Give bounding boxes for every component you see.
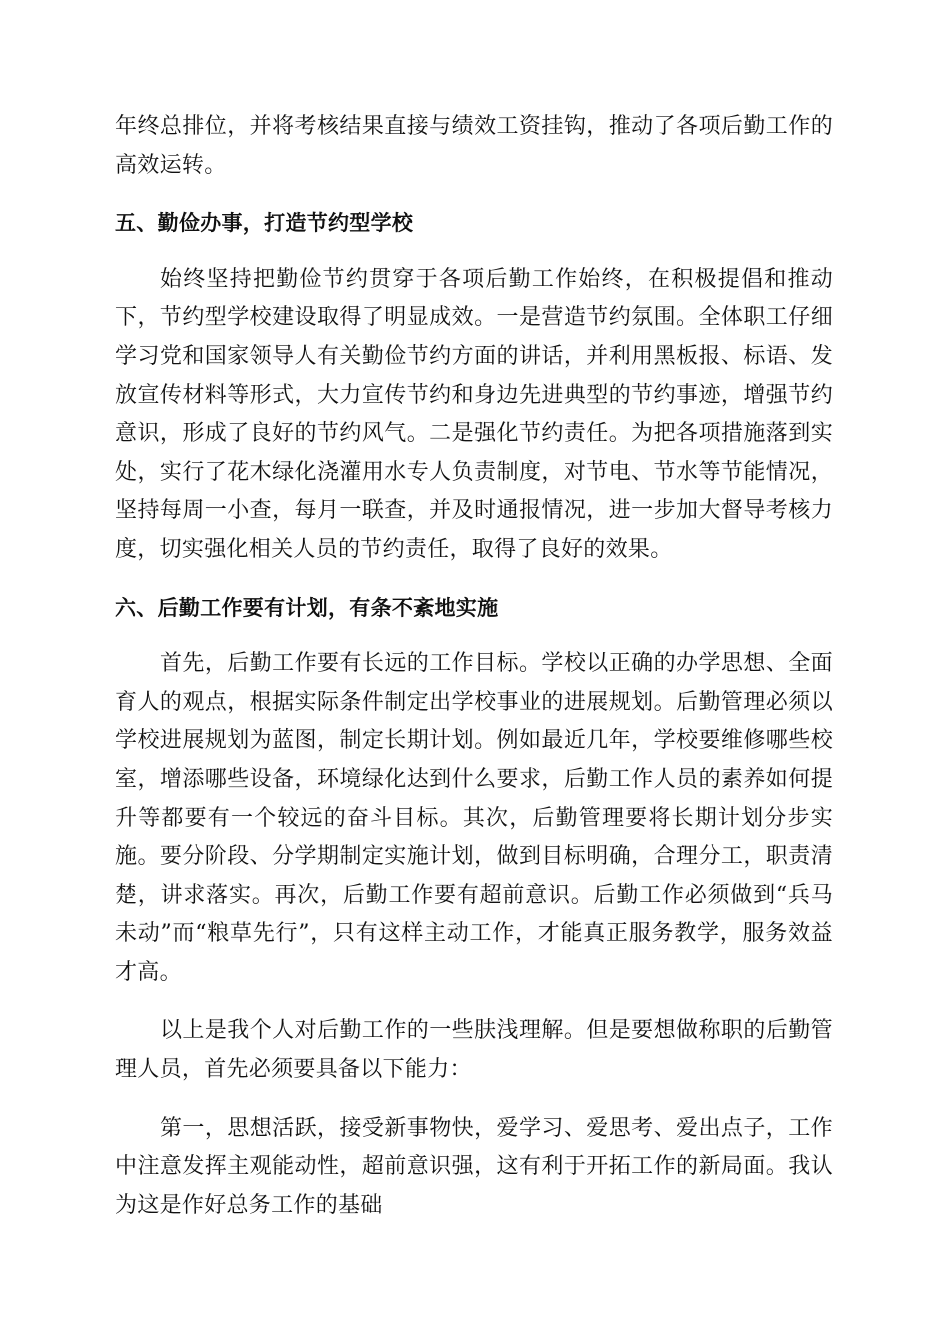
paragraph-section-6: 首先，后勤工作要有长远的工作目标。学校以正确的办学思想、全面育人的观点，根据实际条件制定出学校事业的进展规划。后勤管理必须以学校进展规划为蓝图，制定长期计划。例如最近几年，学校要维修哪些校室，增添哪些设备，环境绿化达到什么要求，后勤工作人员的素养如何提升等都要有一个较远的奋斗目标。其次，后勤管理要将长期计划分步实施。要分阶段、分学期制定实施计划，做到目标明确，合理分工，职责清楚，讲求落实。再次，后勤工作要有超前意识。后勤工作必须做到“兵马未动”而“粮草先行”，只有这样主动工作，才能真正服务教学，服务效益才高。	[115, 651, 833, 985]
paragraph-first-ability: 第一，思想活跃，接受新事物快，爱学习、爱思考、爱出点子，工作中注意发挥主观能动性，超前意识强，这有利于开拓工作的新局面。我认为这是作好总务工作的基础	[115, 1115, 833, 1218]
paragraph-summary: 以上是我个人对后勤工作的一些肤浅理解。但是要想做称职的后勤管理人员，首先必须要具备以下能力：	[115, 1018, 833, 1083]
section-heading-5: 五、勤俭办事，打造节约型学校	[115, 211, 414, 236]
paragraph-section-5: 始终坚持把勤俭节约贯穿于各项后勤工作始终，在积极提倡和推动下，节约型学校建设取得了明显成效。一是营造节约氛围。全体职工仔细学习党和国家领导人有关勤俭节约方面的讲话，并利用黑板报、标语、发放宣传材料等形式，大力宣传节约和身边先进典型的节约事迹，增强节约意识，形成了良好的节约风气。二是强化节约责任。为把各项措施落到实处，实行了花木绿化浇灌用水专人负责制度，对节电、节水等节能情况，坚持每周一小查，每月一联查，并及时通报情况，进一步加大督导考核力度，切实强化相关人员的节约责任，取得了良好的效果。	[115, 266, 833, 562]
document-page	[115, 108, 833, 1225]
section-heading-6: 六、后勤工作要有计划，有条不紊地实施	[115, 595, 499, 620]
paragraph-intro: 年终总排位，并将考核结果直接与绩效工资挂钩，推动了各项后勤工作的高效运转。	[115, 114, 833, 178]
